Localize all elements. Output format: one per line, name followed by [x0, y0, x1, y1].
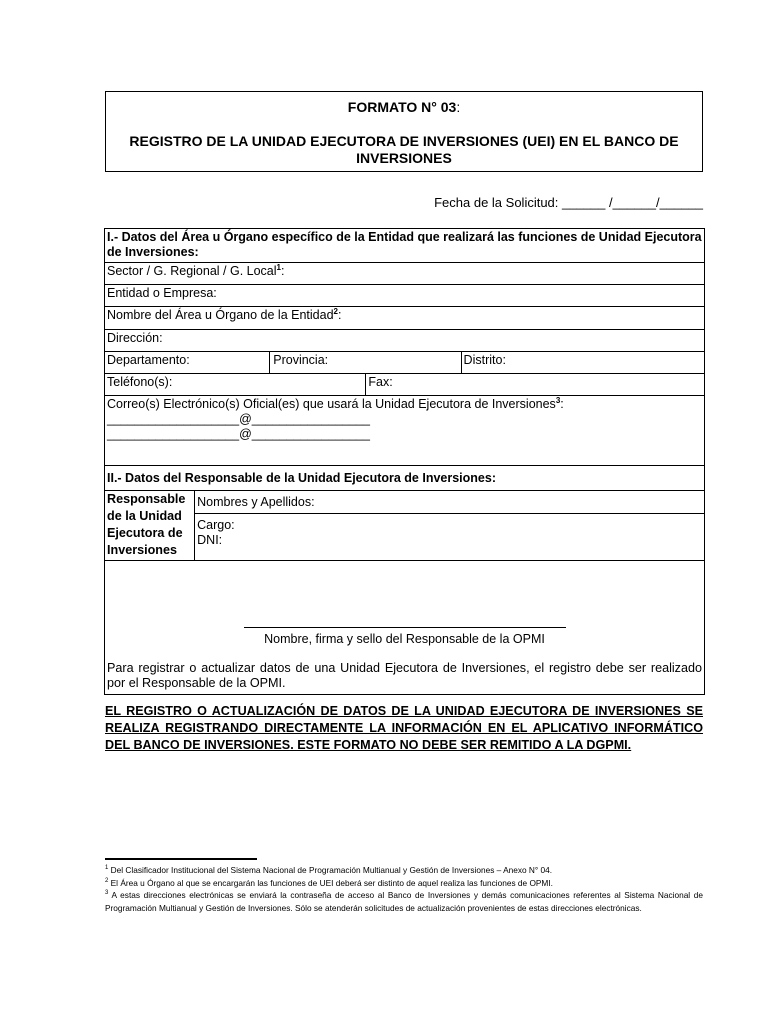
sector-label: Sector / G. Regional / G. Local — [107, 264, 277, 278]
footnote-2-number: 2 — [105, 877, 109, 884]
email-colon: : — [560, 397, 564, 411]
footnote-2 — [105, 877, 703, 890]
footnotes — [105, 864, 703, 914]
title-colon: : — [456, 99, 461, 115]
cargo-dni-cell[interactable] — [195, 514, 705, 561]
direccion-field[interactable]: Dirección: — [105, 330, 705, 352]
signature-caption: Nombre, firma y sello del Responsable de la OPMI — [264, 632, 545, 646]
footnote-ref-2: 2 — [333, 306, 338, 316]
footnote-ref-3: 3 — [555, 395, 561, 405]
title-box — [105, 91, 703, 172]
signature-cell — [105, 561, 705, 695]
footnote-3-text: A estas direcciones electrónicas se enviará la contraseña de acceso al Banco de Inversiones y demás comunicaciones referentes al Sistema Nacional de Programación Multianual y Gestión de Inversiones. Sólo se atenderán solicitudes de actualización provenientes de estas direcciones electrónicas. — [105, 890, 703, 913]
nombres-field[interactable]: Nombres y Apellidos: — [195, 491, 705, 514]
request-date-field[interactable]: Fecha de la Solicitud: ______ /______/______ — [434, 195, 703, 210]
footnote-ref-1: 1 — [276, 262, 281, 272]
distrito-field[interactable]: Distrito: — [461, 352, 704, 374]
form-subtitle: REGISTRO DE LA UNIDAD EJECUTORA DE INVERSIONES (UEI) EN EL BANCO DE INVERSIONES — [129, 133, 679, 166]
opmi-note: Para registrar o actualizar datos de una Unidad Ejecutora de Inversiones, el registro debe ser realizado por el Responsable de la OPMI. — [107, 661, 702, 690]
section-2-heading: II.- Datos del Responsable de la Unidad Ejecutora de Inversiones: — [105, 466, 705, 491]
area-name-label: Nombre del Área u Órgano de la Entidad — [107, 308, 334, 322]
notice-text: EL REGISTRO O ACTUALIZACIÓN DE DATOS DE LA UNIDAD EJECUTORA DE INVERSIONES SE REALIZA REGISTRANDO DIRECTAMENTE LA INFORMACIÓN EN EL APLICATIVO INFORMÁTICO DEL BANCO DE INVERSIONES. ESTE FORMATO NO DEBE SER REMITIDO A LA DGPMI. — [105, 704, 703, 752]
sector-field[interactable] — [105, 263, 705, 285]
email-field[interactable] — [105, 396, 705, 466]
form-title — [106, 99, 702, 116]
footnote-3 — [105, 889, 703, 914]
cargo-label: Cargo: — [197, 518, 235, 533]
dni-label: DNI: — [197, 533, 223, 548]
area-name-field[interactable] — [105, 307, 705, 330]
responsable-label: Responsable de la Unidad Ejecutora de Inversiones — [105, 491, 195, 561]
signature-area — [107, 627, 702, 647]
area-name-colon: : — [337, 308, 342, 322]
registration-form-table — [104, 228, 705, 695]
footnote-2-text: El Área u Órgano al que se encargarán las funciones de UEI deberá ser distinto de aquel realiza las funciones de OPMI. — [108, 877, 553, 888]
email-line-2[interactable]: ___________________@_________________ — [107, 427, 370, 441]
fax-field[interactable]: Fax: — [366, 374, 705, 396]
telefono-field[interactable]: Teléfono(s): — [105, 374, 366, 396]
footnote-1-number: 1 — [105, 865, 109, 872]
provincia-field[interactable]: Provincia: — [270, 352, 461, 374]
email-line-1[interactable]: ___________________@_________________ — [107, 412, 370, 426]
sector-colon: : — [280, 264, 285, 278]
entidad-field[interactable]: Entidad o Empresa: — [105, 285, 705, 307]
footnote-3-number: 3 — [105, 890, 109, 897]
form-number: FORMATO N° 03 — [347, 99, 457, 115]
footnote-rule — [105, 858, 257, 860]
footnote-1 — [105, 864, 703, 877]
footnote-1-text: Del Clasificador Institucional del Sistema Nacional de Programación Multianual y Gestión de Inversiones – Anexo N° 04. — [108, 865, 553, 875]
signature-line[interactable] — [244, 627, 566, 628]
departamento-field[interactable]: Departamento: — [105, 352, 270, 374]
section-1-heading: I.- Datos del Área u Órgano específico de la Entidad que realizará las funciones de Unidad Ejecutora de Inversiones: — [105, 229, 705, 263]
email-label: Correo(s) Electrónico(s) Oficial(es) que usará la Unidad Ejecutora de Inversiones — [107, 397, 556, 411]
